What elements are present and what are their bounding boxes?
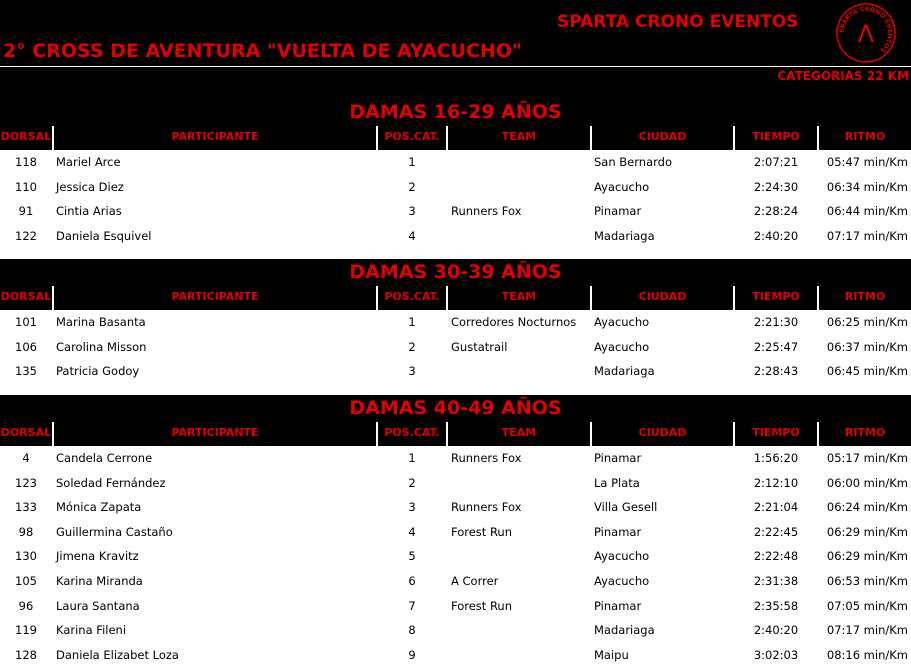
- participant-cell: Soledad Fernández: [56, 475, 166, 490]
- event-title: 2° CROSS DE AVENTURA "VUELTA DE AYACUCHO": [3, 40, 522, 62]
- column-header-pos: POS.CAT.: [378, 286, 446, 310]
- position-cell: 2: [408, 179, 416, 194]
- pace-cell: 06:44 min/Km: [826, 204, 908, 219]
- participant-cell: Patricia Godoy: [56, 364, 140, 379]
- position-cell: 3: [408, 500, 416, 515]
- participant-cell: Guillermina Castaño: [56, 524, 173, 539]
- time-cell: 3:02:03: [753, 647, 799, 662]
- city-cell: Madariaga: [594, 228, 655, 243]
- position-cell: 6: [408, 573, 416, 588]
- dorsal-cell: 128: [15, 647, 37, 662]
- participant-cell: Karina Fileni: [56, 623, 127, 638]
- dorsal-cell: 130: [15, 549, 37, 564]
- column-header-participante: PARTICIPANTE: [54, 286, 376, 310]
- pace-cell: 06:45 min/Km: [826, 364, 908, 379]
- table-row: [0, 224, 911, 249]
- participant-cell: Jimena Kravitz: [56, 549, 139, 564]
- position-cell: 1: [408, 315, 416, 329]
- city-cell: Pinamar: [594, 204, 642, 219]
- participant-cell: Marina Basanta: [56, 315, 146, 329]
- city-cell: Ayacucho: [594, 315, 650, 329]
- table-row: [0, 495, 911, 520]
- column-header-row: [0, 126, 911, 150]
- pace-cell: 06:00 min/Km: [826, 475, 908, 490]
- category-title: DAMAS 16-29 AÑOS: [0, 99, 911, 126]
- column-header-team: TEAM: [448, 286, 590, 310]
- pace-cell: 07:05 min/Km: [826, 598, 908, 613]
- column-header-dorsal: DORSAL: [0, 422, 52, 446]
- page-header: [0, 0, 911, 99]
- table-row: [0, 544, 911, 569]
- category-section: [0, 259, 911, 384]
- city-cell: Pinamar: [594, 598, 642, 613]
- team-cell: Gustatrail: [451, 339, 508, 354]
- column-header-team: TEAM: [448, 126, 590, 150]
- city-cell: Ayacucho: [594, 549, 650, 564]
- time-cell: 2:35:58: [753, 598, 799, 613]
- pace-cell: 06:37 min/Km: [826, 339, 908, 354]
- participant-cell: Daniela Esquivel: [56, 228, 152, 243]
- column-header-pos: POS.CAT.: [378, 126, 446, 150]
- participant-cell: Laura Santana: [56, 598, 140, 613]
- time-cell: 2:24:30: [753, 179, 799, 194]
- column-header-team: TEAM: [448, 422, 590, 446]
- table-row: [0, 471, 911, 496]
- participant-cell: Cintia Arias: [56, 204, 122, 219]
- column-header-participante: PARTICIPANTE: [54, 126, 376, 150]
- category-label: CATEGORIAS 22 KM: [777, 69, 909, 83]
- table-row: [0, 594, 911, 619]
- dorsal-cell: 91: [18, 204, 34, 219]
- column-header-ritmo: RITMO: [819, 422, 911, 446]
- team-cell: Forest Run: [451, 598, 512, 613]
- city-cell: Pinamar: [594, 451, 642, 465]
- column-header-tiempo: TIEMPO: [735, 422, 817, 446]
- table-row: [0, 446, 911, 471]
- city-cell: Maipu: [594, 647, 629, 662]
- column-header-ciudad: CIUDAD: [592, 126, 733, 150]
- column-header-row: [0, 286, 911, 310]
- city-cell: Pinamar: [594, 524, 642, 539]
- city-cell: Ayacucho: [594, 573, 650, 588]
- table-row: [0, 150, 911, 175]
- city-cell: San Bernardo: [594, 155, 672, 169]
- pace-cell: 06:53 min/Km: [826, 573, 908, 588]
- pace-cell: 06:29 min/Km: [826, 549, 908, 564]
- city-cell: Ayacucho: [594, 339, 650, 354]
- pace-cell: 07:17 min/Km: [826, 228, 908, 243]
- participant-cell: Daniela Elizabet Loza: [56, 647, 179, 662]
- position-cell: 9: [408, 647, 416, 662]
- team-cell: Runners Fox: [451, 204, 522, 219]
- position-cell: 7: [408, 598, 416, 613]
- city-cell: La Plata: [594, 475, 640, 490]
- time-cell: 2:25:47: [753, 339, 799, 354]
- pace-cell: 06:34 min/Km: [826, 179, 908, 194]
- sparta-logo: [835, 2, 897, 64]
- column-header-dorsal: DORSAL: [0, 126, 52, 150]
- column-header-ritmo: RITMO: [819, 286, 911, 310]
- column-header-ciudad: CIUDAD: [592, 422, 733, 446]
- column-header-ciudad: CIUDAD: [592, 286, 733, 310]
- time-cell: 2:31:38: [753, 573, 799, 588]
- time-cell: 2:21:30: [753, 315, 799, 329]
- position-cell: 2: [408, 475, 416, 490]
- dorsal-cell: 98: [18, 524, 34, 539]
- time-cell: 2:21:04: [753, 500, 799, 515]
- dorsal-cell: 106: [15, 339, 37, 354]
- column-header-tiempo: TIEMPO: [735, 126, 817, 150]
- column-header-dorsal: DORSAL: [0, 286, 52, 310]
- city-cell: Madariaga: [594, 364, 655, 379]
- position-cell: 3: [408, 204, 416, 219]
- position-cell: 5: [408, 549, 416, 564]
- pace-cell: 08:16 min/Km: [826, 647, 908, 662]
- city-cell: Ayacucho: [594, 179, 650, 194]
- city-cell: Madariaga: [594, 623, 655, 638]
- position-cell: 4: [408, 228, 416, 243]
- team-cell: Runners Fox: [451, 451, 522, 465]
- brand-name: SPARTA CRONO EVENTOS: [557, 12, 799, 32]
- dorsal-cell: 123: [15, 475, 37, 490]
- position-cell: 2: [408, 339, 416, 354]
- pace-cell: 05:17 min/Km: [826, 451, 908, 465]
- table-row: [0, 520, 911, 545]
- table-row: [0, 569, 911, 594]
- pace-cell: 06:24 min/Km: [826, 500, 908, 515]
- time-cell: 2:28:24: [753, 204, 799, 219]
- header-divider: [0, 66, 911, 67]
- column-header-tiempo: TIEMPO: [735, 286, 817, 310]
- dorsal-cell: 110: [15, 179, 37, 194]
- table-row: [0, 335, 911, 360]
- time-cell: 2:12:10: [753, 475, 799, 490]
- table-row: [0, 643, 911, 668]
- column-header-pos: POS.CAT.: [378, 422, 446, 446]
- team-cell: Runners Fox: [451, 500, 522, 515]
- participant-cell: Jessica Diez: [56, 179, 124, 194]
- column-header-ritmo: RITMO: [819, 126, 911, 150]
- column-header-participante: PARTICIPANTE: [54, 422, 376, 446]
- logo-ring-text: SPARTA CRONO EVENTOS: [838, 5, 894, 54]
- participant-cell: Carolina Misson: [56, 339, 147, 354]
- dorsal-cell: 96: [18, 598, 34, 613]
- category-section: [0, 395, 911, 667]
- dorsal-cell: 101: [15, 315, 37, 329]
- position-cell: 1: [408, 451, 416, 465]
- column-header-row: [0, 422, 911, 446]
- time-cell: 2:22:45: [753, 524, 799, 539]
- participant-cell: Mariel Arce: [56, 155, 121, 169]
- team-cell: Forest Run: [451, 524, 512, 539]
- dorsal-cell: 4: [22, 451, 30, 465]
- position-cell: 8: [408, 623, 416, 638]
- position-cell: 4: [408, 524, 416, 539]
- table-row: [0, 175, 911, 200]
- pace-cell: 05:47 min/Km: [826, 155, 908, 169]
- time-cell: 2:07:21: [753, 155, 799, 169]
- category-title: DAMAS 40-49 AÑOS: [0, 395, 911, 422]
- category-section: [0, 99, 911, 248]
- participant-cell: Mónica Zapata: [56, 500, 142, 515]
- table-row: [0, 199, 911, 224]
- time-cell: 2:22:48: [753, 549, 799, 564]
- position-cell: 3: [408, 364, 416, 379]
- participant-cell: Karina Miranda: [56, 573, 143, 588]
- dorsal-cell: 119: [15, 623, 37, 638]
- table-row: [0, 359, 911, 384]
- category-title: DAMAS 30-39 AÑOS: [0, 259, 911, 286]
- time-cell: 2:40:20: [753, 623, 799, 638]
- logo-lambda-glyph: Λ: [857, 20, 875, 48]
- time-cell: 2:40:20: [753, 228, 799, 243]
- dorsal-cell: 133: [15, 500, 37, 515]
- pace-cell: 06:25 min/Km: [826, 315, 908, 329]
- pace-cell: 06:29 min/Km: [826, 524, 908, 539]
- team-cell: Corredores Nocturnos: [451, 315, 577, 329]
- time-cell: 2:28:43: [753, 364, 799, 379]
- city-cell: Villa Gesell: [594, 500, 658, 515]
- dorsal-cell: 118: [15, 155, 37, 169]
- dorsal-cell: 135: [15, 364, 37, 379]
- table-row: [0, 310, 911, 335]
- dorsal-cell: 105: [15, 573, 37, 588]
- participant-cell: Candela Cerrone: [56, 451, 153, 465]
- team-cell: A Correr: [451, 573, 499, 588]
- table-row: [0, 618, 911, 643]
- time-cell: 1:56:20: [753, 451, 799, 465]
- position-cell: 1: [408, 155, 416, 169]
- pace-cell: 07:17 min/Km: [826, 623, 908, 638]
- dorsal-cell: 122: [15, 228, 37, 243]
